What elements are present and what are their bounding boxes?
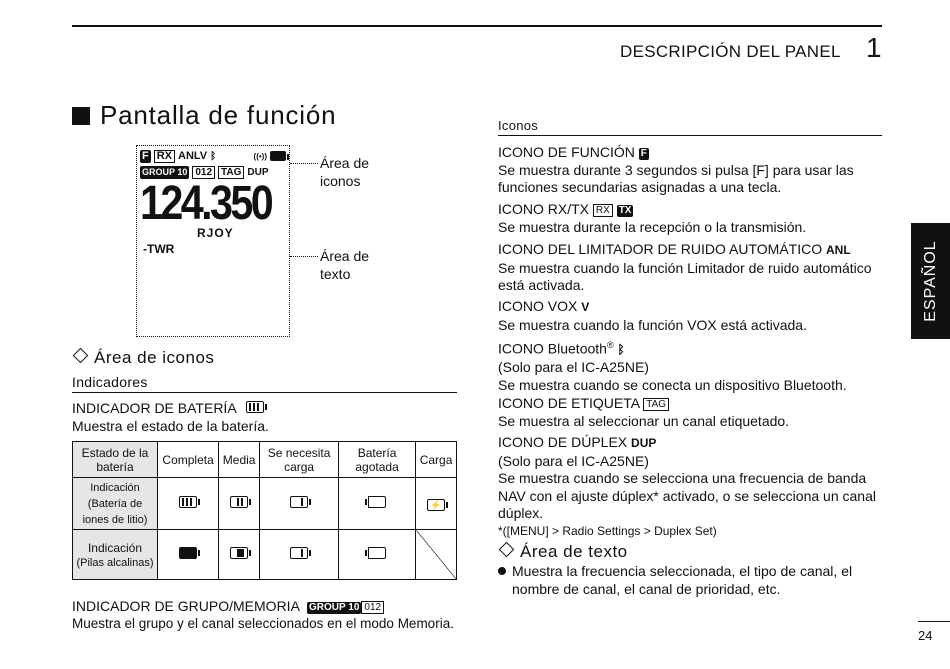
item-desc: Se muestra durante la recepción o la transmisión. bbox=[498, 218, 807, 235]
row-label-sub: (Pilas alcalinas) bbox=[76, 556, 154, 569]
callout-leader-icons bbox=[290, 163, 318, 164]
lcd-status-text: ANLV bbox=[178, 150, 208, 162]
row-label-main: Indicación bbox=[87, 540, 143, 555]
group-icon: GROUP 10 bbox=[309, 602, 360, 613]
icon-item-function bbox=[498, 144, 890, 197]
vox-icon: V bbox=[581, 300, 590, 314]
rx-icon: RX bbox=[154, 150, 175, 163]
lcd-channel-name: RJOY bbox=[197, 226, 234, 240]
battery-indicator-label bbox=[72, 400, 264, 416]
battery-icon bbox=[270, 151, 286, 161]
page-number: 24 bbox=[918, 628, 933, 643]
function-icon: F bbox=[142, 149, 149, 162]
item-desc: Se muestra durante 3 segundos si pulsa [F] para usar las funciones secundarias asignadas a una tecla. bbox=[498, 161, 854, 195]
table-header: Completa bbox=[158, 442, 219, 478]
signal-icon: ((•)) bbox=[253, 151, 267, 161]
table-header: Media bbox=[219, 442, 260, 478]
dup-icon: DUP bbox=[631, 436, 657, 450]
lcd-frequency: 124.350 bbox=[140, 177, 272, 230]
battery-empty-icon bbox=[339, 530, 416, 580]
diamond-icon bbox=[73, 348, 89, 364]
lcd-display bbox=[136, 145, 290, 337]
group-memory-label bbox=[72, 598, 384, 614]
table-row-label bbox=[73, 530, 158, 580]
battery-charging-icon: ⚡ bbox=[416, 478, 457, 530]
header-rule bbox=[72, 25, 882, 27]
icons-area-heading-text: Área de iconos bbox=[94, 348, 215, 367]
square-bullet-icon bbox=[72, 107, 90, 125]
page-number-rule bbox=[918, 621, 950, 622]
anl-icon: ANL bbox=[826, 243, 851, 257]
indicators-rule bbox=[72, 392, 457, 393]
channel-icon: 012 bbox=[361, 601, 384, 614]
lcd-icon-row bbox=[140, 149, 286, 163]
page-title-text: Pantalla de función bbox=[100, 100, 337, 130]
na-cell bbox=[416, 530, 457, 580]
icons-area-heading bbox=[72, 348, 214, 368]
item-desc: Se muestra cuando se selecciona una frecuencia de banda NAV con el ajuste dúplex* activado, o se selecciona un canal dúplex. bbox=[498, 470, 876, 521]
dup-icon: DUP bbox=[247, 166, 269, 178]
bluetooth-icon: ᛒ bbox=[617, 342, 625, 357]
callout-text-area: Área de texto bbox=[320, 248, 370, 282]
item-note: (Solo para el IC-A25NE) bbox=[498, 452, 649, 469]
table-header: Carga bbox=[416, 442, 457, 478]
tx-icon: TX bbox=[618, 205, 632, 216]
battery-indicator-desc: Muestra el estado de la batería. bbox=[72, 418, 269, 434]
tag-icon: TAG bbox=[643, 398, 669, 411]
battery-indicator-label-text: INDICADOR DE BATERÍA bbox=[72, 400, 236, 416]
item-desc: Se muestra cuando la función VOX está activada. bbox=[498, 316, 807, 333]
icon-item-duplex bbox=[498, 434, 890, 540]
battery-low-icon bbox=[260, 478, 339, 530]
battery-table bbox=[72, 441, 457, 580]
item-footnote: *([MENU] > Radio Settings > Duplex Set) bbox=[498, 523, 717, 538]
item-title: ICONO RX/TX bbox=[498, 201, 590, 217]
registered-mark: ® bbox=[606, 340, 614, 350]
table-header: Estado de la batería bbox=[73, 442, 158, 478]
table-header: Batería agotada bbox=[339, 442, 416, 478]
battery-empty-icon bbox=[339, 478, 416, 530]
icon-item-vox bbox=[498, 298, 890, 334]
table-header: Se necesita carga bbox=[260, 442, 339, 478]
text-area-heading bbox=[498, 542, 628, 562]
icon-item-tag bbox=[498, 395, 890, 430]
tag-icon: TAG bbox=[218, 166, 244, 179]
item-desc: Se muestra cuando la función Limitador de ruido automático está activada. bbox=[498, 259, 872, 293]
bluetooth-icon: ᛒ bbox=[210, 150, 217, 162]
text-area-heading-text: Área de texto bbox=[520, 542, 628, 561]
table-row-label: Indicación (Batería de iones de litio) bbox=[73, 478, 158, 530]
rx-icon: RX bbox=[593, 204, 613, 217]
callout-icons-area: Área de iconos bbox=[320, 155, 370, 189]
icon-item-bluetooth bbox=[498, 337, 890, 394]
icon-item-rxtx bbox=[498, 201, 890, 236]
callout-leader-text bbox=[290, 256, 318, 257]
item-desc: Se muestra al seleccionar un canal etiquetado. bbox=[498, 412, 790, 429]
icon-item-anl bbox=[498, 241, 890, 295]
lcd-text-line: -TWR bbox=[143, 242, 175, 256]
section-title: DESCRIPCIÓN DEL PANEL bbox=[620, 42, 841, 61]
chapter-number: 1 bbox=[866, 32, 882, 63]
item-title: ICONO VOX bbox=[498, 298, 578, 314]
indicators-heading: Indicadores bbox=[72, 374, 148, 390]
language-tab-label: ESPAÑOL bbox=[921, 240, 939, 322]
item-title: ICONO DE ETIQUETA bbox=[498, 395, 640, 411]
text-area-bullet bbox=[498, 563, 882, 598]
battery-half-icon bbox=[219, 478, 260, 530]
bullet-icon bbox=[498, 567, 506, 575]
item-title: ICONO Bluetooth bbox=[498, 340, 607, 357]
channel-number: 012 bbox=[192, 166, 215, 179]
icons-heading: Iconos bbox=[498, 118, 539, 133]
diamond-icon bbox=[499, 542, 515, 558]
item-title: ICONO DE DÚPLEX bbox=[498, 434, 628, 450]
function-icon: F bbox=[640, 148, 647, 159]
language-tab bbox=[911, 223, 950, 339]
group-memory-label-text: INDICADOR DE GRUPO/MEMORIA bbox=[72, 598, 300, 614]
page-title bbox=[72, 100, 336, 131]
battery-full-icon bbox=[158, 530, 219, 580]
group-icon: GROUP 10 bbox=[142, 166, 188, 177]
item-title: ICONO DE FUNCIÓN bbox=[498, 144, 635, 160]
item-title: ICONO DEL LIMITADOR DE RUIDO AUTOMÁTICO bbox=[498, 241, 823, 257]
icons-rule bbox=[498, 135, 882, 136]
group-memory-desc: Muestra el grupo y el canal seleccionados en el modo Memoria. bbox=[72, 616, 454, 631]
item-note: (Solo para el IC-A25NE) bbox=[498, 359, 649, 376]
battery-full-icon bbox=[246, 401, 264, 413]
item-desc: Se muestra cuando se conecta un dispositivo Bluetooth. bbox=[498, 376, 847, 393]
battery-low-icon bbox=[260, 530, 339, 580]
battery-full-icon bbox=[158, 478, 219, 530]
battery-half-icon bbox=[219, 530, 260, 580]
text-area-bullet-text: Muestra la frecuencia seleccionada, el tipo de canal, el nombre de canal, el canal de prioridad, etc. bbox=[512, 563, 853, 597]
